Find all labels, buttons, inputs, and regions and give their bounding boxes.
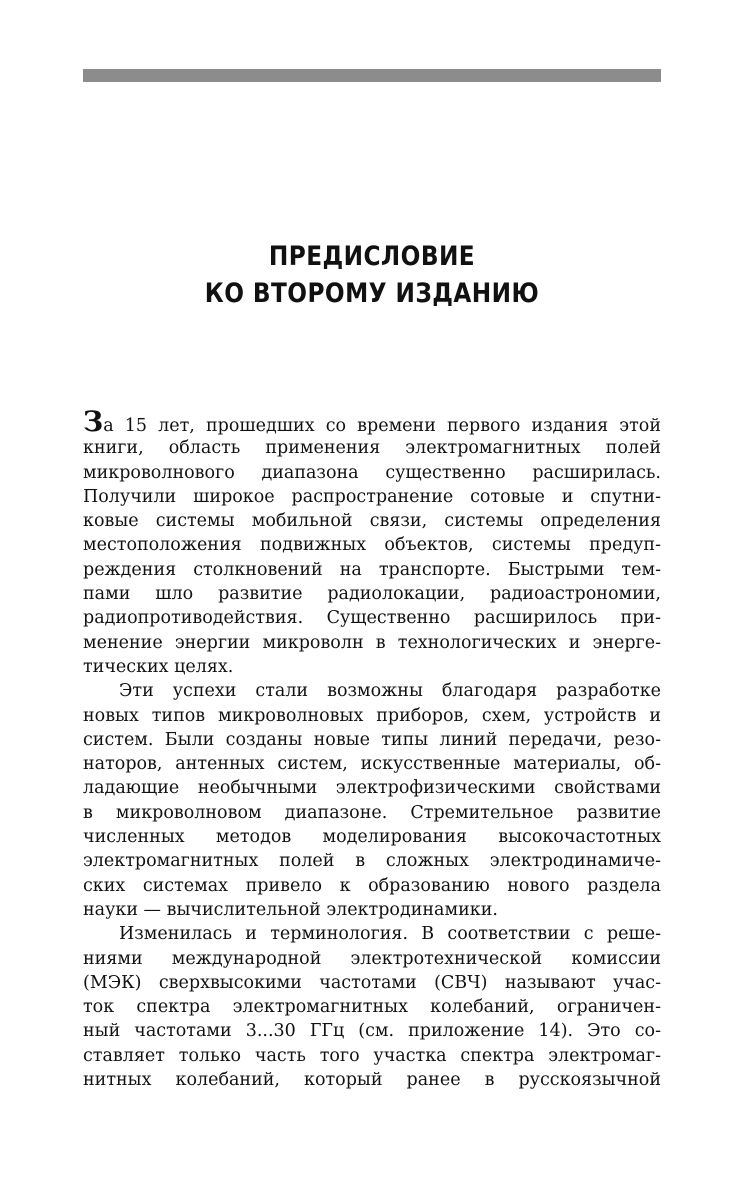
text-line: ниями международной электротехнической комиссии bbox=[83, 948, 661, 969]
text-line: местоположения подвижных объектов, системы предуп- bbox=[83, 535, 661, 556]
page-title bbox=[123, 238, 620, 312]
text-line: микроволнового диапазона существенно расширилась. bbox=[83, 462, 661, 483]
text-line: систем. Были созданы новые типы линий передачи, резо- bbox=[83, 729, 661, 750]
text-line: науки — вычислительной электродинамики. bbox=[83, 899, 498, 920]
text-line: электромагнитных полей в сложных электродинамиче- bbox=[83, 851, 661, 872]
text-line: ладающие необычными электрофизическими свойствами bbox=[83, 778, 661, 799]
paragraph-2 bbox=[83, 679, 661, 922]
text-line: (МЭК) сверхвысокими частотами (СВЧ) называют учас- bbox=[83, 972, 661, 993]
drop-cap: З bbox=[83, 405, 104, 438]
text-line: новых типов микроволновых приборов, схем, устройств и bbox=[83, 705, 661, 726]
text-line: пами шло развитие радиолокации, радиоастрономии, bbox=[83, 584, 661, 605]
text-line: в микроволновом диапазоне. Стремительное развитие bbox=[83, 802, 661, 823]
text-line: тических целях. bbox=[83, 656, 234, 677]
top-rule bbox=[83, 69, 661, 82]
text-line: книги, область применения электромагнитных полей bbox=[83, 438, 661, 459]
text-line: Получили широкое распространение сотовые и спутни- bbox=[83, 486, 661, 507]
title-line-1: ПРЕДИСЛОВИЕ bbox=[268, 241, 476, 272]
text-line: ток спектра электромагнитных колебаний, ограничен- bbox=[83, 997, 661, 1018]
body-text bbox=[83, 405, 661, 1092]
text-line: нитных колебаний, который ранее в русскоязычной bbox=[83, 1070, 661, 1091]
text-line: За 15 лет, прошедших со времени первого издания этой bbox=[83, 405, 661, 438]
text-line: ковые системы мобильной связи, системы определения bbox=[83, 511, 661, 532]
text-line: ный частотами 3...30 ГГц (см. приложение 14). Это со- bbox=[83, 1021, 661, 1042]
text-line: ских системах привело к образованию нового раздела bbox=[83, 875, 661, 896]
paragraph-1 bbox=[83, 405, 661, 679]
text-line: менение энергии микроволн в технологических и энерге- bbox=[83, 632, 661, 653]
title-line-2: КО ВТОРОМУ ИЗДАНИЮ bbox=[204, 278, 540, 309]
text-line: реждения столкновений на транспорте. Быстрыми тем- bbox=[83, 559, 661, 580]
text-line: радиопротиводействия. Существенно расширилось при- bbox=[83, 608, 661, 629]
text-line: численных методов моделирования высокочастотных bbox=[83, 827, 661, 848]
text-line: ставляет только часть того участка спектра электромаг- bbox=[83, 1045, 661, 1066]
text-line: наторов, антенных систем, искусственные материалы, об- bbox=[83, 754, 661, 775]
paragraph-3 bbox=[83, 922, 661, 1092]
text-line: Эти успехи стали возможны благодаря разработке bbox=[119, 681, 661, 702]
text-line: Изменилась и терминология. В соответствии с реше- bbox=[119, 924, 661, 945]
